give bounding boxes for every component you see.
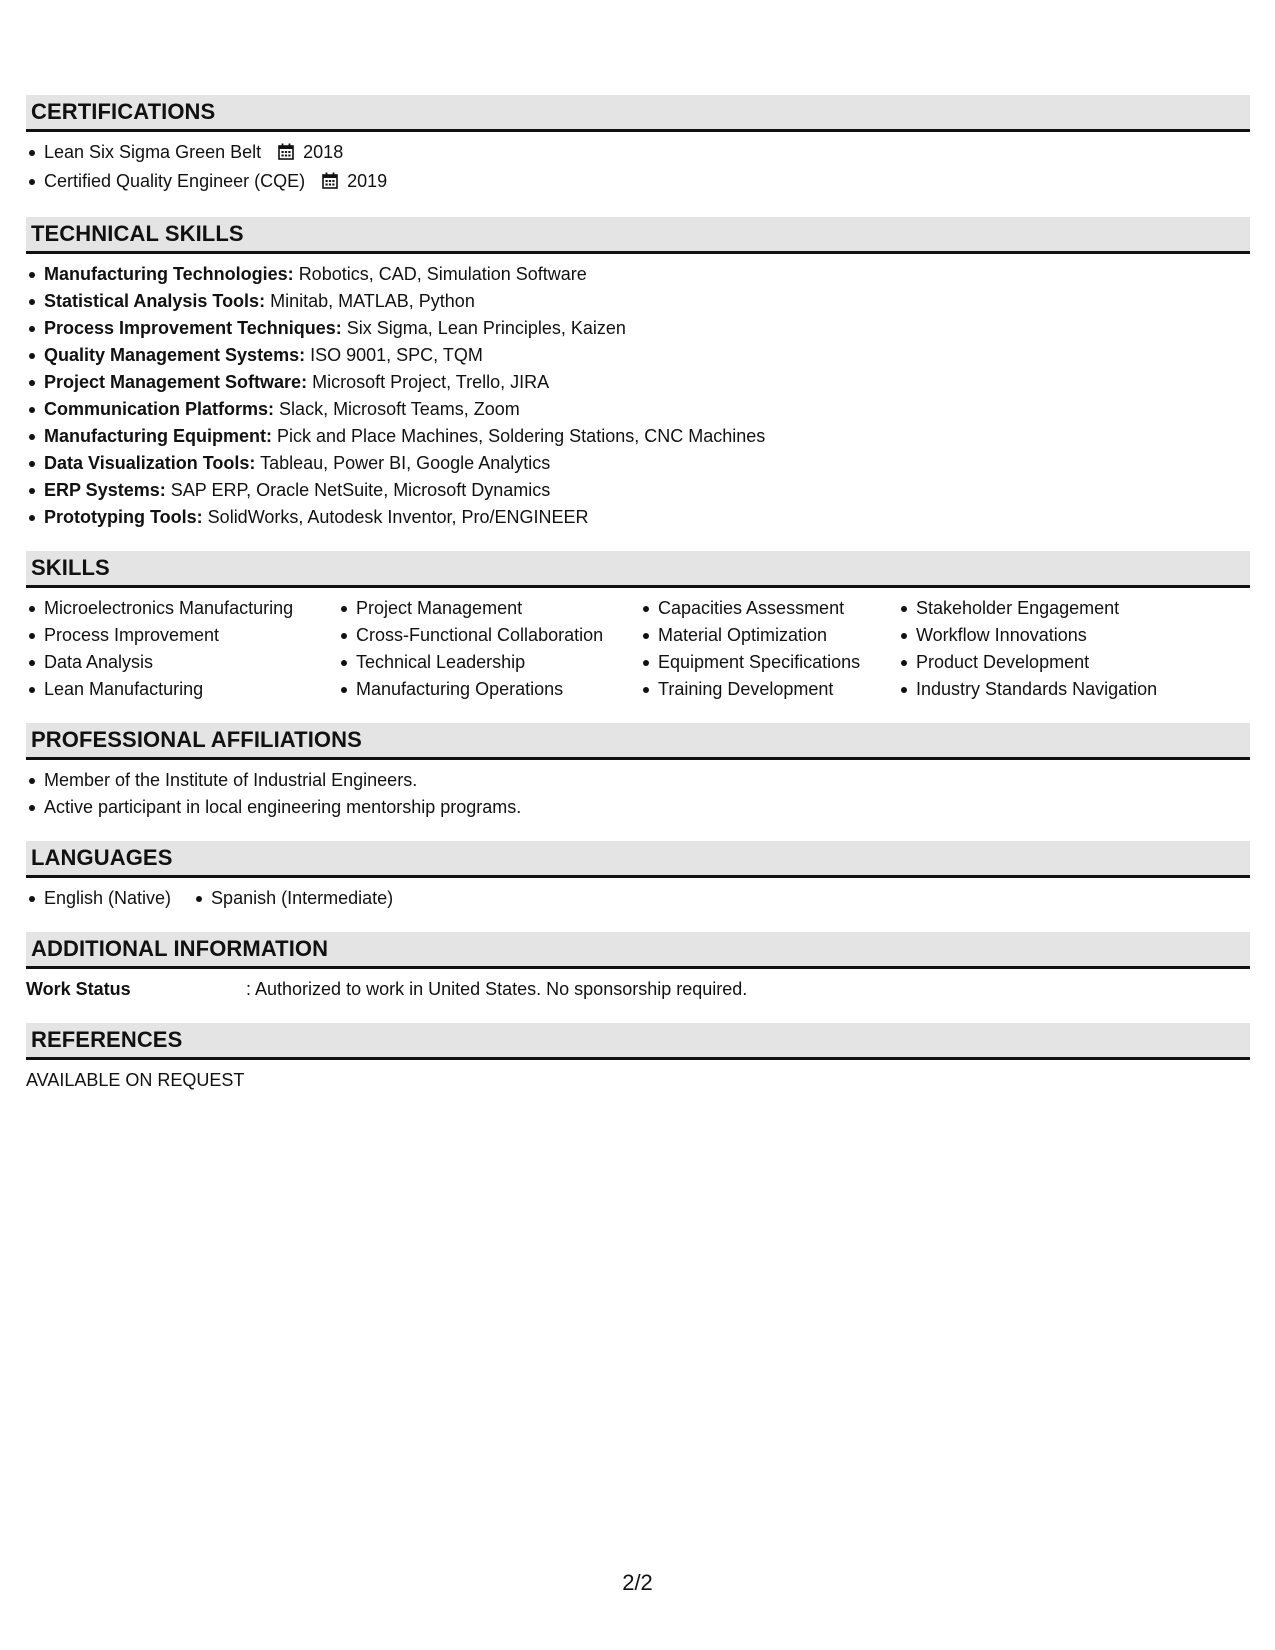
skill-item: Cross-Functional Collaboration [338,622,640,649]
skill-category: Process Improvement Techniques: [44,318,342,338]
technical-skill-item [26,504,1250,531]
skill-item: Training Development [640,676,898,703]
skill-item: Lean Manufacturing [26,676,338,703]
skill-value: Slack, Microsoft Teams, Zoom [279,399,520,419]
skill-item: Stakeholder Engagement [898,595,1198,622]
skill-category: Project Management Software: [44,372,308,392]
skills-section [26,551,1250,703]
technical-skill-item [26,396,1250,423]
section-header [26,217,1250,254]
language-item: English (Native) [26,885,171,912]
resume-page [26,95,1250,1114]
section-title: REFERENCES [31,1027,183,1052]
language-item: Spanish (Intermediate) [193,885,393,912]
languages-list [26,885,1250,912]
affiliation-item: Active participant in local engineering mentorship programs. [26,794,1250,821]
certifications-list [26,139,1250,197]
languages-section [26,841,1250,912]
skill-category: Communication Platforms: [44,399,275,419]
work-status-label: Work Status [26,979,131,999]
skill-category: Prototyping Tools: [44,507,203,527]
skills-column [640,595,898,703]
technical-skill-item [26,477,1250,504]
skill-category: Data Visualization Tools: [44,453,256,473]
section-title: TECHNICAL SKILLS [31,221,244,246]
technical-skill-item [26,342,1250,369]
skill-category: Quality Management Systems: [44,345,306,365]
skill-item: Equipment Specifications [640,649,898,676]
page-number: 2/2 [622,1570,653,1595]
skill-value: Robotics, CAD, Simulation Software [298,264,587,284]
skill-value: Six Sigma, Lean Principles, Kaizen [346,318,626,338]
skill-item: Process Improvement [26,622,338,649]
section-header [26,95,1250,132]
section-header [26,551,1250,588]
additional-info-section [26,932,1250,1003]
technical-skill-item [26,369,1250,396]
skill-item: Microelectronics Manufacturing [26,595,338,622]
references-text: AVAILABLE ON REQUEST [26,1070,245,1090]
skill-value: SolidWorks, Autodesk Inventor, Pro/ENGINEER [207,507,589,527]
skill-value: Pick and Place Machines, Soldering Stations, CNC Machines [277,426,766,446]
references-section [26,1023,1250,1094]
technical-skills-section [26,217,1250,531]
skill-category: Manufacturing Technologies: [44,264,294,284]
technical-skill-item [26,450,1250,477]
section-header [26,723,1250,760]
skill-item: Manufacturing Operations [338,676,640,703]
certification-year: 2018 [303,142,344,162]
skill-item: Workflow Innovations [898,622,1198,649]
skills-column [898,595,1198,703]
certifications-section [26,95,1250,197]
affiliation-item: Member of the Institute of Industrial Engineers. [26,767,1250,794]
section-title: SKILLS [31,555,110,580]
skill-value: SAP ERP, Oracle NetSuite, Microsoft Dynamics [170,480,551,500]
skill-item: Material Optimization [640,622,898,649]
skill-category: Manufacturing Equipment: [44,426,272,446]
certification-item [26,139,1250,168]
skill-item: Data Analysis [26,649,338,676]
technical-skill-item [26,288,1250,315]
skill-value: Tableau, Power BI, Google Analytics [260,453,551,473]
technical-skill-item [26,423,1250,450]
work-status-row [26,976,1250,1003]
section-header [26,841,1250,878]
skills-grid [26,595,1250,703]
skill-value: ISO 9001, SPC, TQM [310,345,483,365]
section-header [26,932,1250,969]
affiliations-list [26,767,1250,821]
section-title: LANGUAGES [31,845,173,870]
skill-item: Product Development [898,649,1198,676]
affiliations-section [26,723,1250,821]
work-status-value: : Authorized to work in United States. No sponsorship required. [246,979,748,999]
section-title: ADDITIONAL INFORMATION [31,936,329,961]
calendar-icon [278,141,294,168]
skills-column [26,595,338,703]
certification-item [26,168,1250,197]
skills-column [338,595,640,703]
skill-item: Capacities Assessment [640,595,898,622]
certification-name: Certified Quality Engineer (CQE) [44,171,306,191]
technical-skill-item [26,261,1250,288]
certification-year: 2019 [347,171,388,191]
skill-item: Industry Standards Navigation [898,676,1198,703]
skill-item: Project Management [338,595,640,622]
technical-skill-item [26,315,1250,342]
section-title: PROFESSIONAL AFFILIATIONS [31,727,362,752]
skill-category: ERP Systems: [44,480,166,500]
skill-category: Statistical Analysis Tools: [44,291,266,311]
section-header [26,1023,1250,1060]
section-title: CERTIFICATIONS [31,99,216,124]
skill-item: Technical Leadership [338,649,640,676]
certification-name: Lean Six Sigma Green Belt [44,142,262,162]
skill-value: Minitab, MATLAB, Python [270,291,475,311]
technical-skills-list [26,261,1250,531]
skill-value: Microsoft Project, Trello, JIRA [312,372,550,392]
calendar-icon [322,170,338,197]
